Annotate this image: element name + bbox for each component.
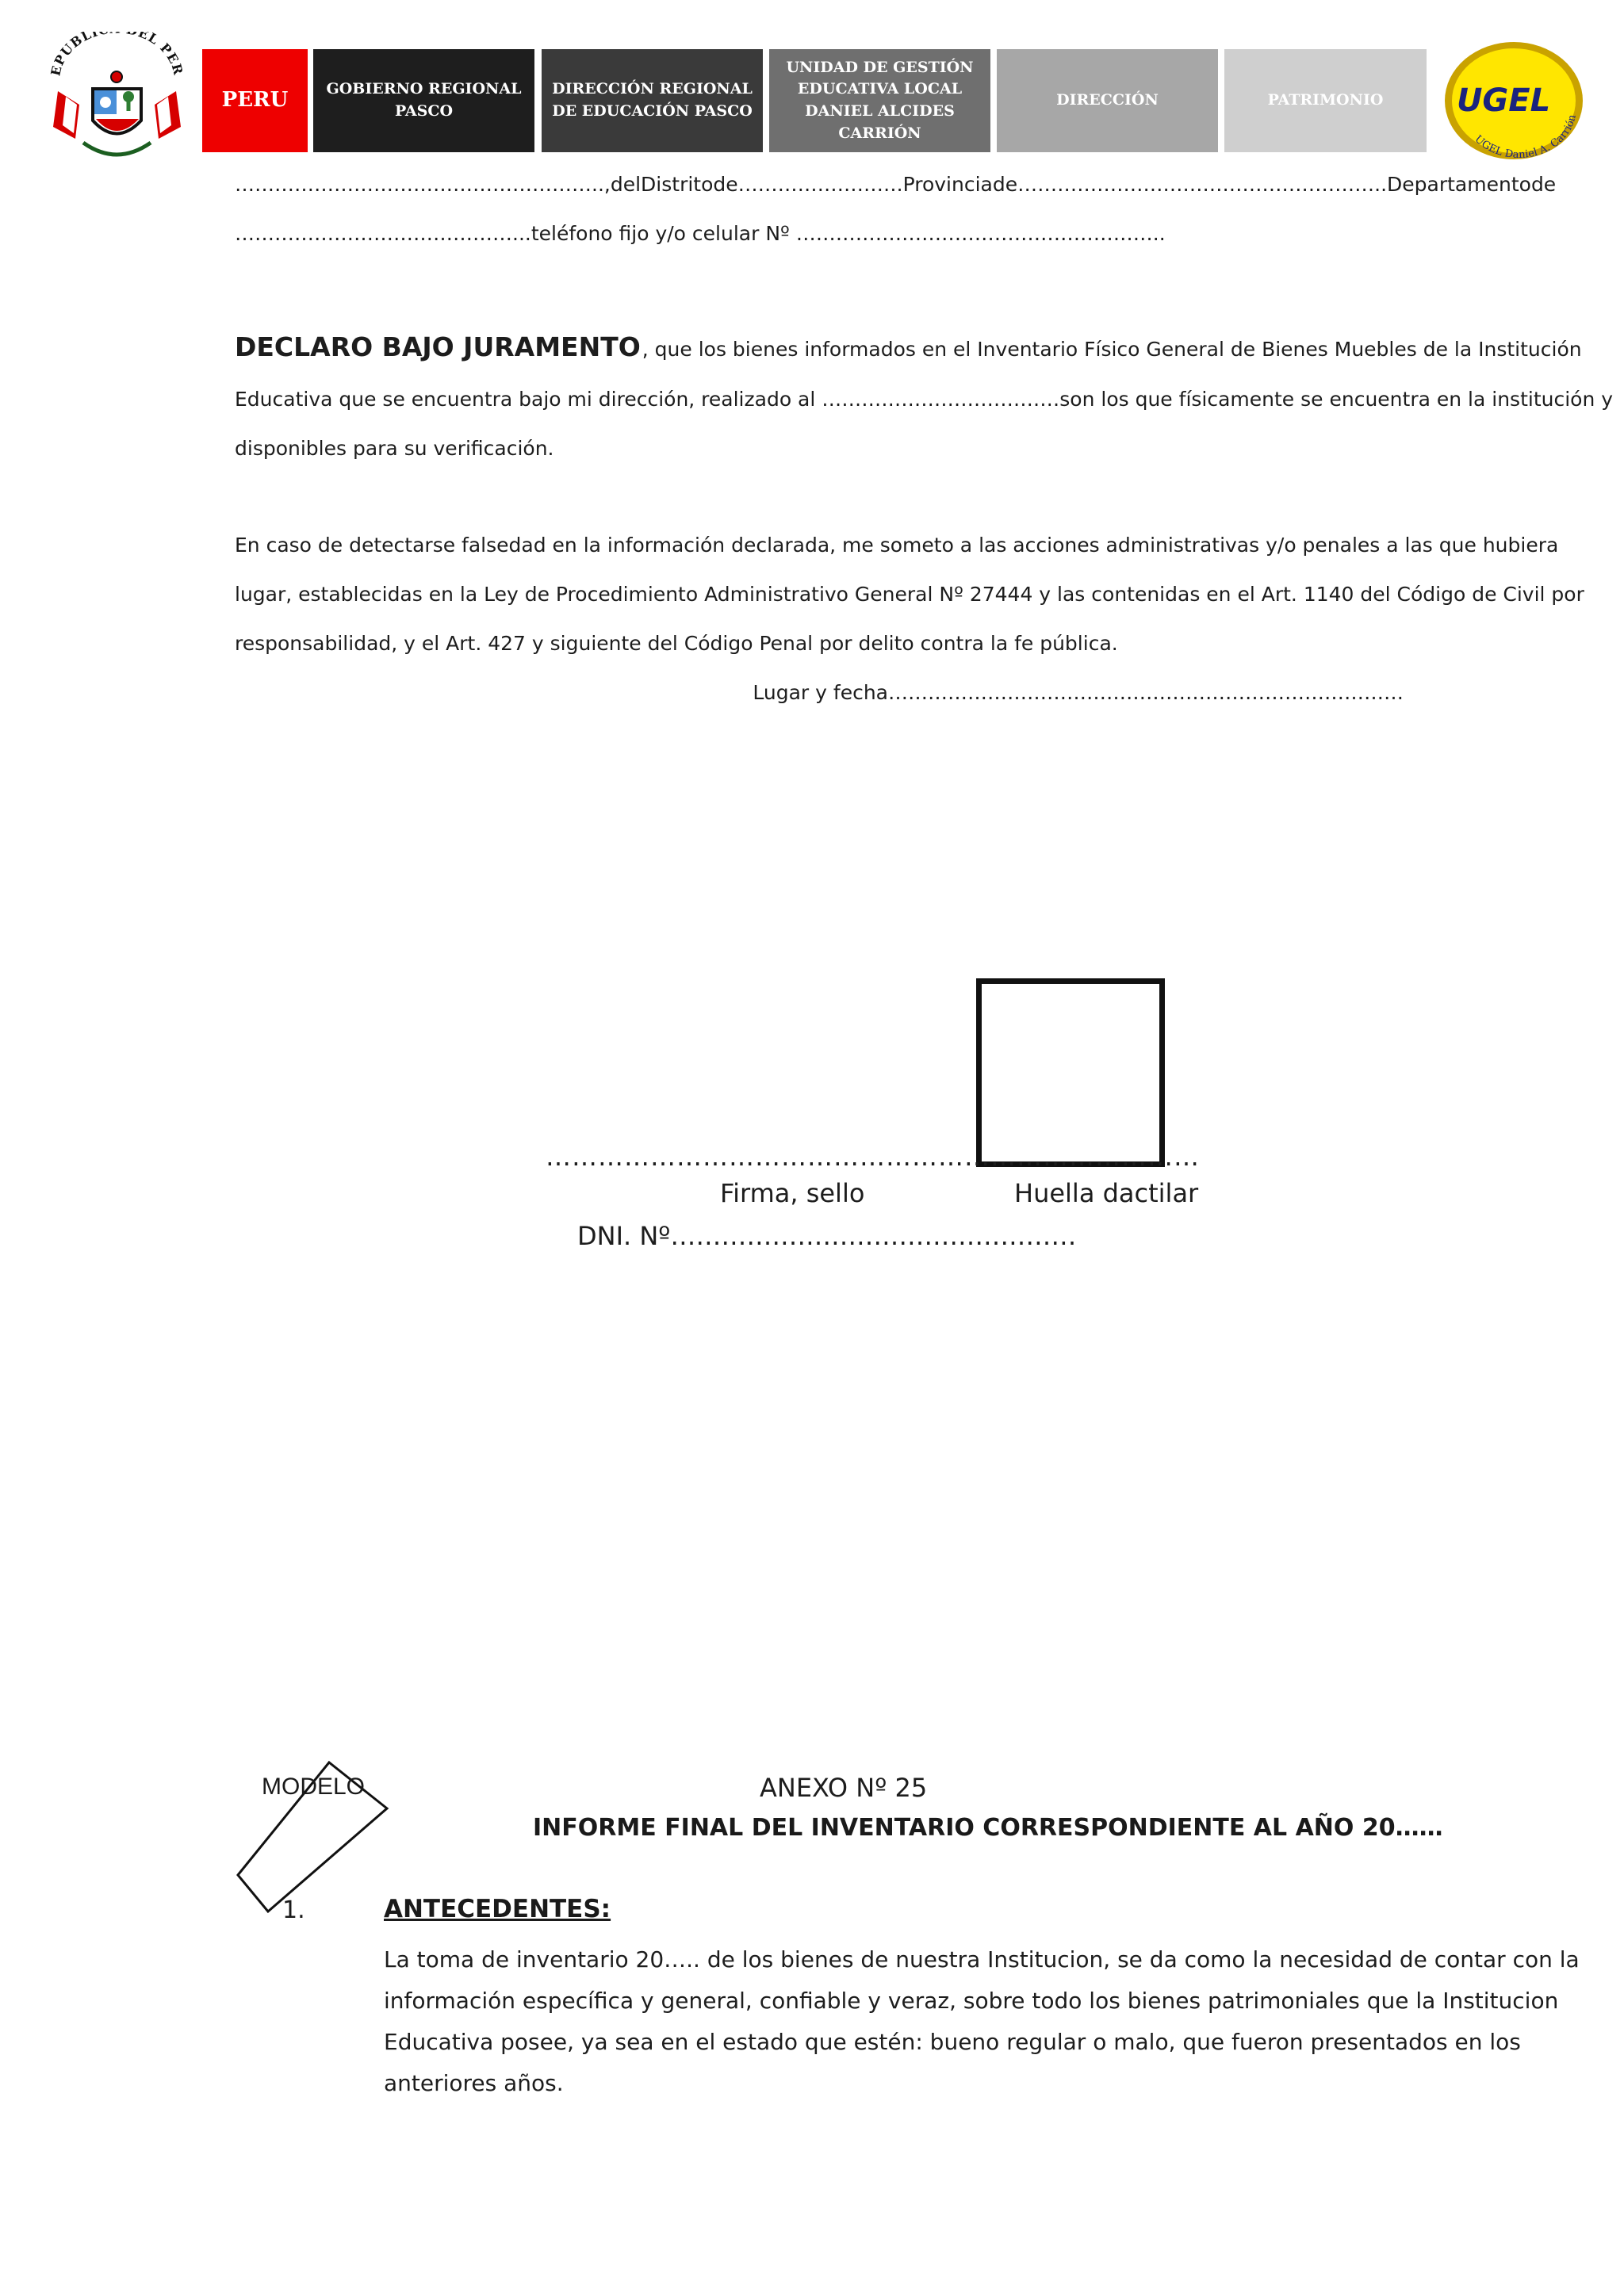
ugel-main-text: UGEL <box>1456 82 1551 119</box>
header-box-ugel <box>769 49 990 152</box>
header-box-direccion-regional <box>542 49 763 152</box>
address-fragment: de <box>992 173 1018 196</box>
header-box-patrimonio <box>1224 49 1427 152</box>
address-fragment: Departamento <box>1387 173 1531 196</box>
paragraph-line: anteriores años. <box>384 2070 564 2096</box>
paragraph-line: información específica y general, confiable y veraz, sobre todo los bienes patrimoniales que la Institucion <box>384 1988 1559 2014</box>
falsedad-line-2: lugar, establecidas en la Ley de Procedimiento Administrativo General Nº 27444 y las contenidas en el Art. 1140 del Código de Civil por <box>235 583 1584 606</box>
section-number: 1. <box>282 1896 305 1924</box>
antecedentes-paragraph <box>384 1939 1580 2104</box>
address-line-2: ……………………………………...teléfono fijo y/o celular Nº ……………………………………………….. <box>235 222 1166 245</box>
address-fragment: Distrito <box>641 173 714 196</box>
falsedad-line-1: En caso de detectarse falsedad en la información declarada, me someto a las acciones administrativas y/o penales a las que hubiera <box>235 534 1559 557</box>
header-box-label: PATRIMONIO <box>1267 91 1384 109</box>
declaration-line-2: Educativa que se encuentra bajo mi dirección, realizado al ………………………………son los que físicamente se encuentra en la institución y <box>235 388 1614 411</box>
header-box-label: DIRECCIÓN <box>1056 91 1159 109</box>
header-box-label: GOBIERNO REGIONAL PASCO <box>326 80 522 120</box>
crest-text: EPUBLI EL PER <box>48 32 186 78</box>
fingerprint-label: Huella dactilar <box>1014 1178 1199 1208</box>
lugar-y-fecha: Lugar y fecha…………………………………………………………………… <box>753 681 1404 704</box>
ugel-logo <box>1442 38 1586 163</box>
falsedad-line-3: responsabilidad, y el Art. 427 y siguiente del Código Penal por delito contra la fe pública. <box>235 632 1118 655</box>
declaration-heading: DECLARO BAJO JURAMENTO <box>235 331 641 362</box>
header-box-direccion <box>997 49 1218 152</box>
paragraph-line: La toma de inventario 20….. de los bienes de nuestra Institucion, se da como la necesidad de contar con la <box>384 1946 1580 1973</box>
address-line-1 <box>235 173 1557 196</box>
address-fragment: …………………….Provincia <box>737 173 993 196</box>
dni-field: DNI. Nº………………………………………… <box>577 1221 1077 1251</box>
declaration-line-3: disponibles para su verificación. <box>235 437 554 460</box>
address-fragment: de <box>713 173 738 196</box>
header-box-peru <box>202 49 308 152</box>
annex-number: ANEXO Nº 25 <box>760 1773 928 1803</box>
address-fragment: de <box>1530 173 1557 196</box>
signature-label: Firma, sello <box>720 1178 865 1208</box>
svg-text:REPUBLICA DEL PERU <box>44 32 186 78</box>
address-fragment: ………………………………………………..,del <box>235 173 642 196</box>
ugel-ring-text: UGEL Daniel A. Carrión <box>1472 113 1579 162</box>
signature-line: ………………………………………………………………… <box>546 1142 1200 1172</box>
fingerprint-box <box>976 978 1165 1167</box>
declaration-text: , que los bienes informados en el Inventario Físico General de Bienes Muebles de la Institución <box>642 338 1582 361</box>
annex-title: INFORME FINAL DEL INVENTARIO CORRESPONDIENTE AL AÑO 20…… <box>533 1814 1443 1842</box>
header-box-label: PERU <box>221 88 289 113</box>
paragraph-line: Educativa posee, ya sea en el estado que estén: bueno regular o malo, que fueron presentados en los <box>384 2029 1521 2055</box>
header-box-gobierno-regional <box>313 49 534 152</box>
modelo-label: MODELO <box>262 1774 366 1800</box>
address-fragment: ……………………………………………….. <box>1017 173 1388 196</box>
declaration-line-1 <box>235 331 1582 362</box>
section-title: ANTECEDENTES: <box>384 1895 611 1923</box>
header-box-label: DIRECCIÓN REGIONAL DE EDUCACIÓN PASCO <box>552 80 753 120</box>
peru-coat-of-arms-logo <box>44 32 190 163</box>
header-box-label: UNIDAD DE GESTIÓN EDUCATIVA LOCAL DANIEL ALCIDES CARRIÓN <box>786 58 974 142</box>
